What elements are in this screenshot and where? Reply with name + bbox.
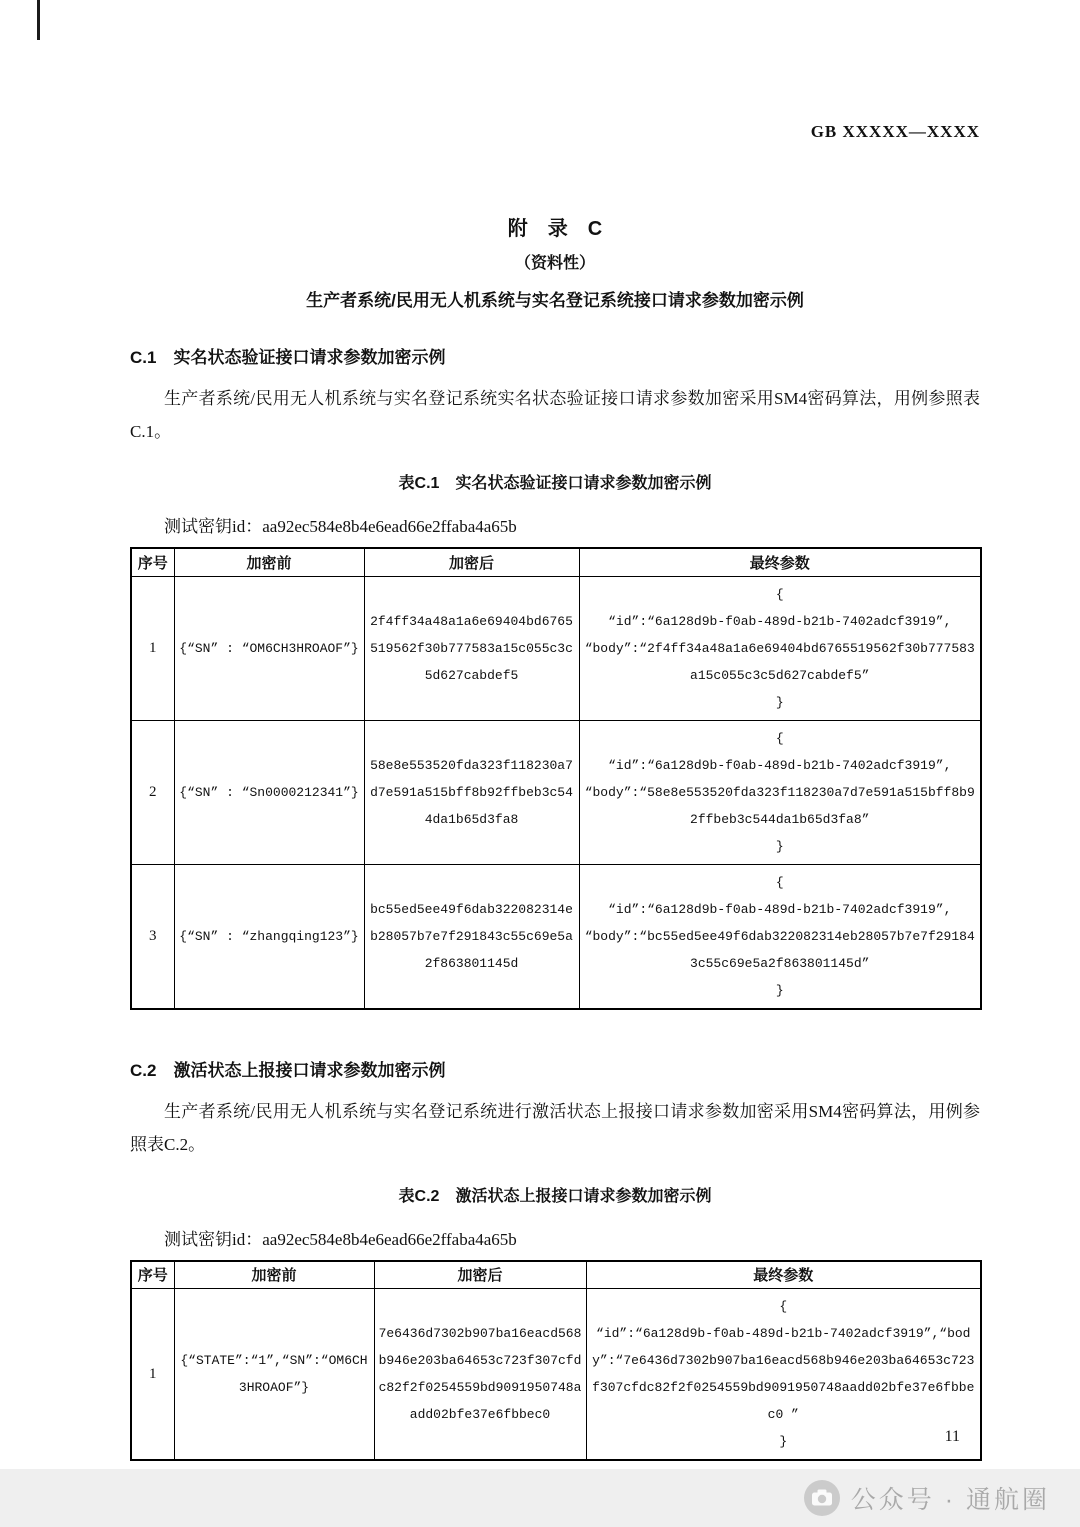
table-c2-body xyxy=(131,1289,981,1461)
column-header: 加密前 xyxy=(174,1261,374,1289)
column-header: 序号 xyxy=(131,1261,174,1289)
seq-cell: 1 xyxy=(131,1289,174,1461)
page-content xyxy=(130,0,980,1461)
column-header: 序号 xyxy=(131,548,174,576)
column-header: 最终参数 xyxy=(586,1261,981,1289)
official-account-icon xyxy=(803,1479,841,1517)
appendix-title: 附 录 C xyxy=(507,218,603,240)
encrypted-after-cell: 58e8e553520fda323f118230a7d7e591a515bff8b92ffbeb3c544da1b65d3fa8 xyxy=(364,720,579,864)
table-row xyxy=(131,1289,981,1461)
table-row xyxy=(131,720,981,864)
clause-c2-paragraph: 生产者系统/民用无人机系统与实名登记系统进行激活状态上报接口请求参数加密采用SM4密码算法，用例参照表C.2。 xyxy=(130,1101,980,1154)
scan-edge-mark xyxy=(37,0,40,40)
clause-c2-heading: C.2 激活状态上报接口请求参数加密示例 xyxy=(130,1060,446,1080)
encrypted-before-cell: {“STATE”:“1”,“SN”:“OM6CH3HROAOF”} xyxy=(174,1289,374,1461)
table-c1 xyxy=(130,547,982,1010)
column-header: 最终参数 xyxy=(579,548,981,576)
seq-cell: 2 xyxy=(131,720,174,864)
test-key-value: aa92ec584e8b4e6ead66e2ffaba4a65b xyxy=(262,517,517,536)
final-params-cell: { “id”:“6a128d9b-f0ab-489d-b21b-7402adcf3919”, “body”:“58e8e553520fda323f118230a7d7e591a515bff8b92ffbeb3c544da1b65d3fa8” } xyxy=(579,720,981,864)
footer-watermark-bar xyxy=(0,1469,1080,1527)
test-key-label: 测试密钥id： xyxy=(164,1229,263,1249)
table-c2-caption: 表C.2 激活状态上报接口请求参数加密示例 xyxy=(398,1187,712,1205)
seq-cell: 3 xyxy=(131,864,174,1009)
table-c1-caption: 表C.1 实名状态验证接口请求参数加密示例 xyxy=(398,475,712,492)
table-c2 xyxy=(130,1260,982,1462)
final-params-cell: { “id”:“6a128d9b-f0ab-489d-b21b-7402adcf3919”, “body”:“2f4ff34a48a1a6e69404bd6765519562f30b777583a15c055c3c5d627cabdef5” } xyxy=(579,576,981,720)
clause-c1-paragraph: 生产者系统/民用无人机系统与实名登记系统实名状态验证接口请求参数加密采用SM4密码算法，用例参照表C.1。 xyxy=(130,389,980,441)
clause-c1-heading: C.1 实名状态验证接口请求参数加密示例 xyxy=(130,348,446,367)
column-header: 加密前 xyxy=(174,548,364,576)
table-c1-test-key-line xyxy=(130,512,980,537)
page-number: 11 xyxy=(944,1428,960,1445)
encrypted-after-cell: 7e6436d7302b907ba16eacd568b946e203ba64653c723f307cfdc82f2f0254559bd9091950748aadd02bfe37e6fbbec0 xyxy=(374,1289,586,1461)
encrypted-before-cell: {“SN” : “Sn0000212341”} xyxy=(174,720,364,864)
test-key-value: aa92ec584e8b4e6ead66e2ffaba4a65b xyxy=(262,1229,517,1249)
encrypted-before-cell: {“SN” : “OM6CH3HROAOF”} xyxy=(174,576,364,720)
seq-cell: 1 xyxy=(131,576,174,720)
table-c2-test-key-line xyxy=(130,1225,980,1250)
column-header: 加密后 xyxy=(374,1261,586,1289)
encrypted-after-cell: bc55ed5ee49f6dab322082314eb28057b7e7f291843c55c69e5a2f863801145d xyxy=(364,864,579,1009)
appendix-subtitle: 生产者系统/民用无人机系统与实名登记系统接口请求参数加密示例 xyxy=(306,291,804,310)
doc-code: GB XXXXX—XXXX xyxy=(810,122,980,141)
table-c1-body xyxy=(131,576,981,1009)
table-row xyxy=(131,576,981,720)
appendix-note: （资料性） xyxy=(514,255,595,272)
table-row xyxy=(131,864,981,1009)
encrypted-before-cell: {“SN” : “zhangqing123”} xyxy=(174,864,364,1009)
final-params-cell: { “id”:“6a128d9b-f0ab-489d-b21b-7402adcf3919”,“body”:“7e6436d7302b907ba16eacd568b946e203ba64653c723f307cfdc82f2f0254559bd9091950748aadd02bfe37e6fbbec0 ” } xyxy=(586,1289,981,1461)
final-params-cell: { “id”:“6a128d9b-f0ab-489d-b21b-7402adcf3919”, “body”:“bc55ed5ee49f6dab322082314eb28057b7e7f291843c55c69e5a2f863801145d” } xyxy=(579,864,981,1009)
footer-watermark-text: 公众号 · 通航圈 xyxy=(850,1486,1050,1514)
column-header: 加密后 xyxy=(364,548,579,576)
table-c1-header-row xyxy=(131,548,981,576)
table-c2-header-row xyxy=(131,1261,981,1289)
test-key-label: 测试密钥id： xyxy=(164,517,263,536)
encrypted-after-cell: 2f4ff34a48a1a6e69404bd6765519562f30b777583a15c055c3c5d627cabdef5 xyxy=(364,576,579,720)
